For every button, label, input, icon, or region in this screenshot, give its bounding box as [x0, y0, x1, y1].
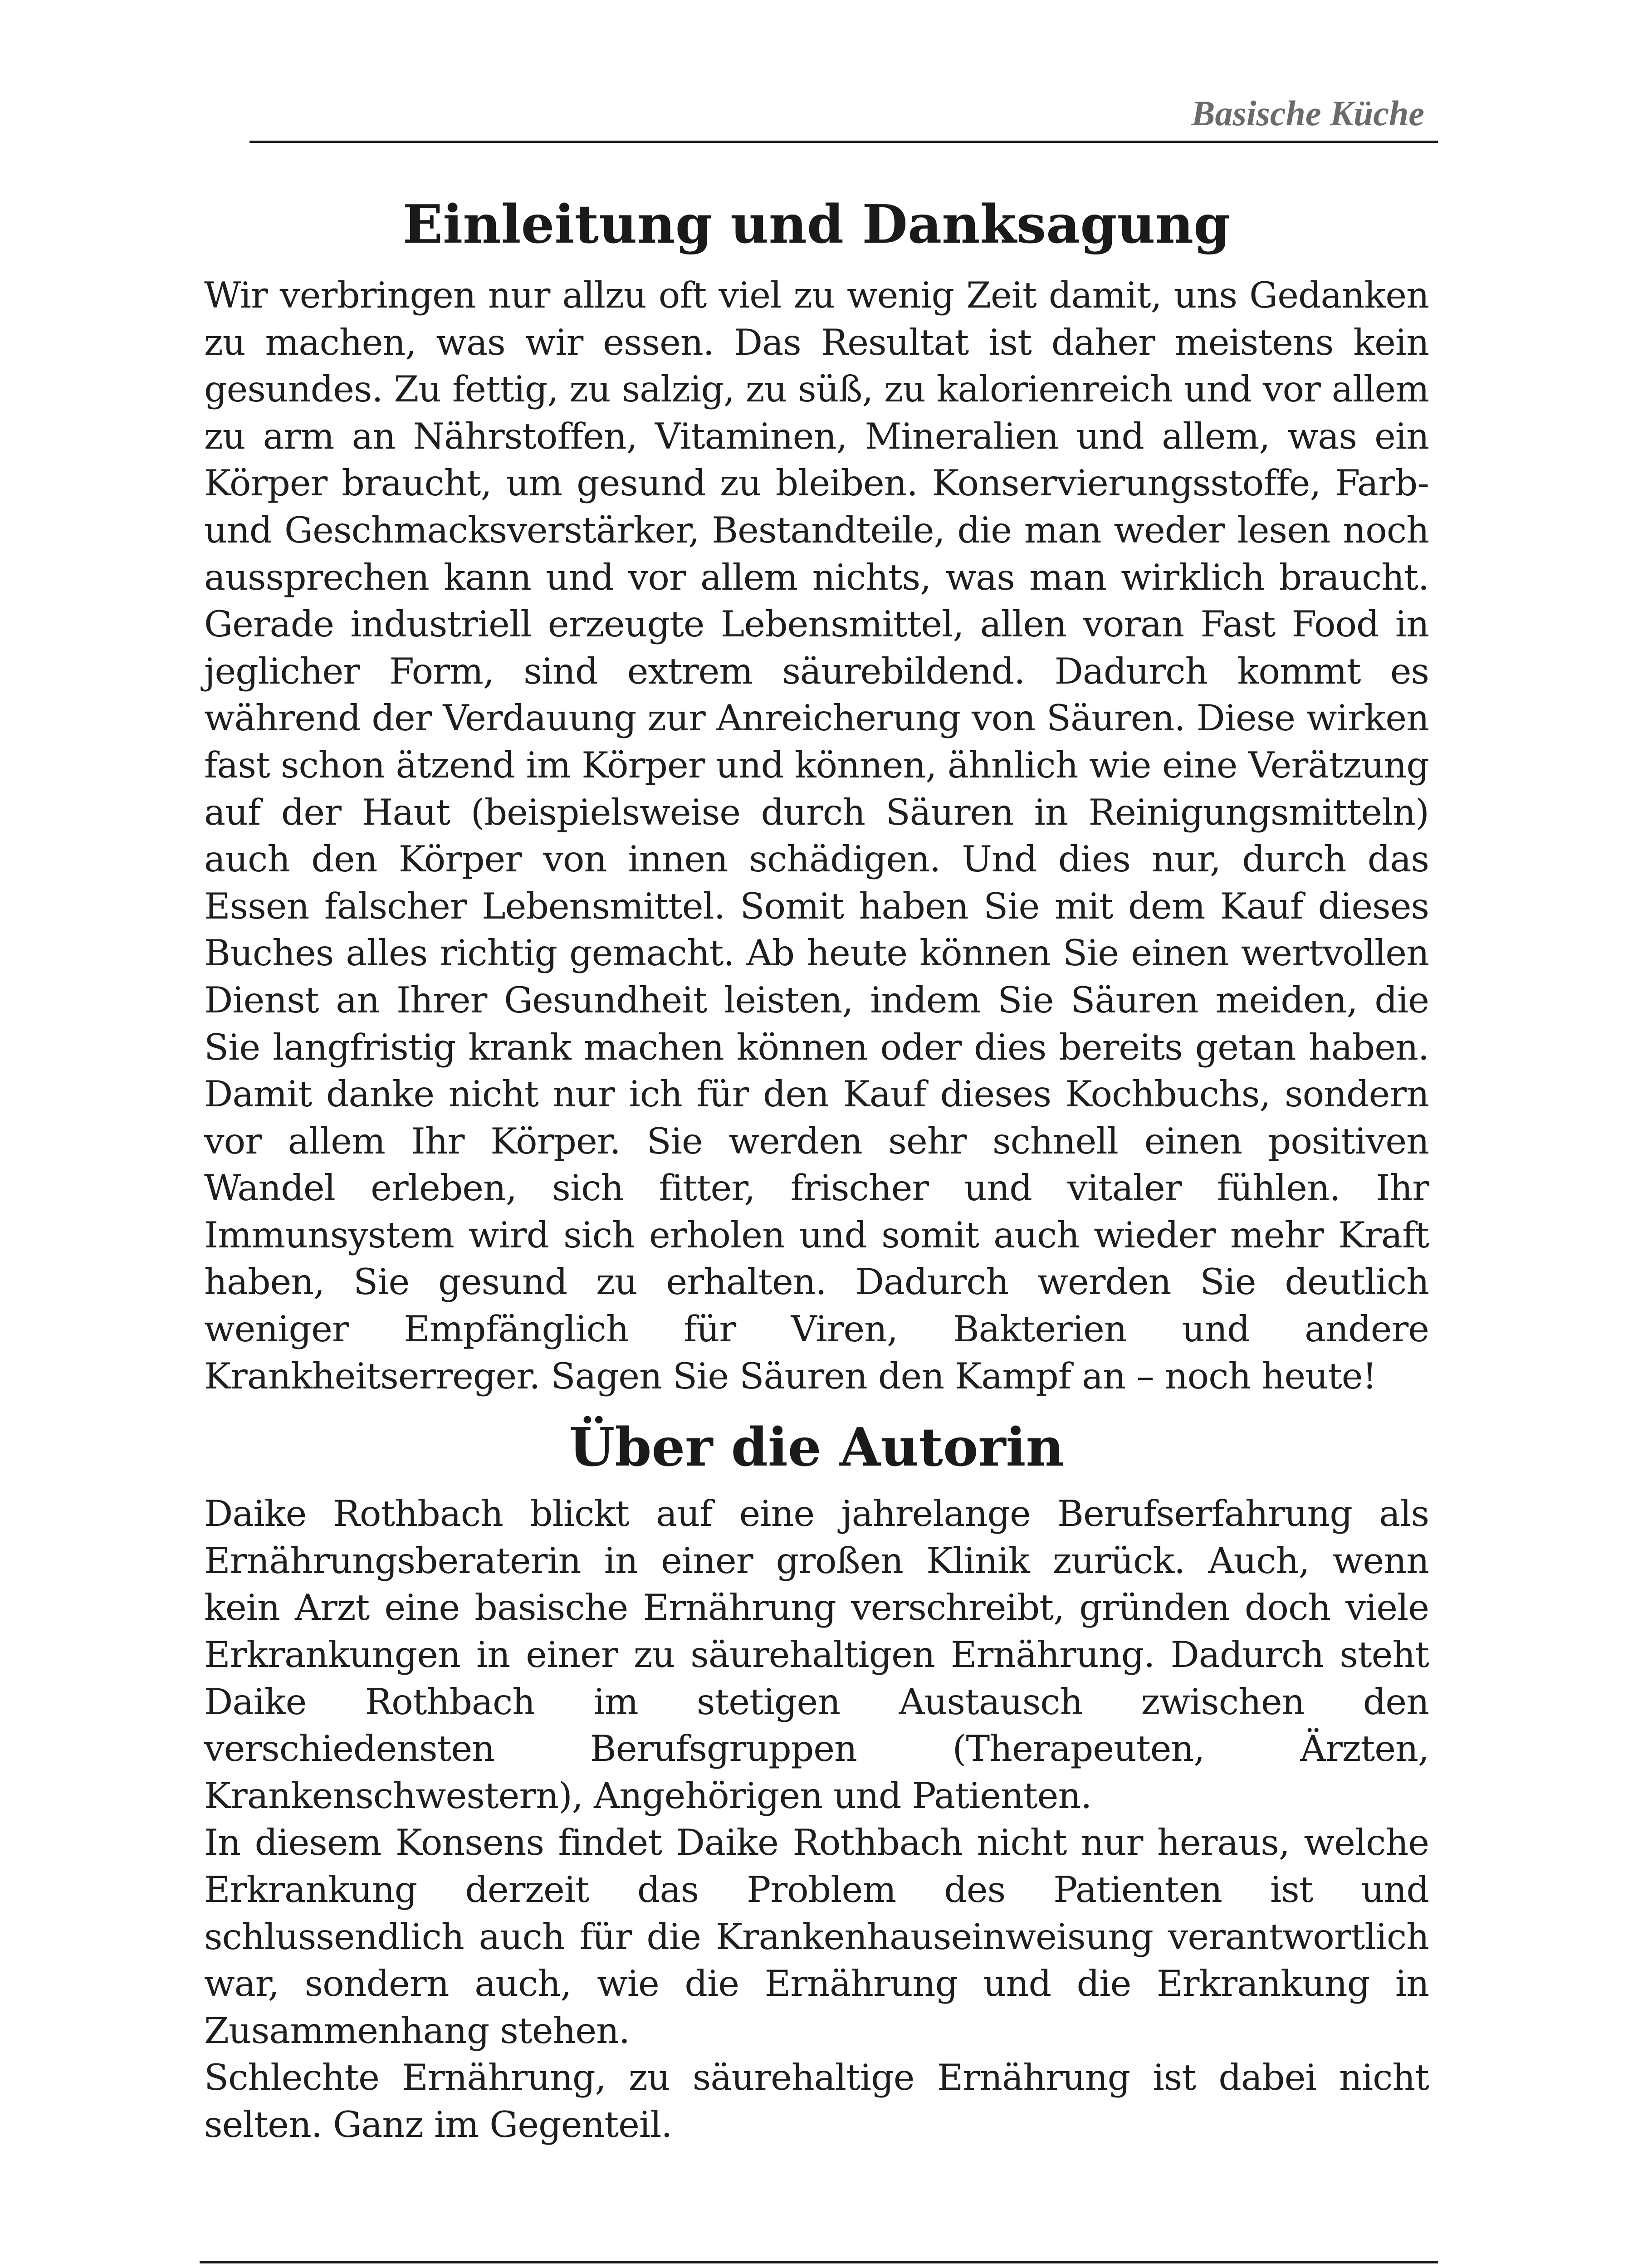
page-content — [204, 181, 1429, 2149]
author-paragraph-2: In diesem Konsens findet Daike Rothbach nicht nur heraus, welche Erkrankung derzeit das Problem des Patienten ist und schlussendlich auch für die Krankenhauseinweisung verantwortlich war, sondern auch, wie die Ernährung und die Erkrankung in Zusammenhang stehen. — [204, 1822, 1429, 2052]
author-paragraph-3: Schlechte Ernährung, zu säurehaltige Ernährung ist dabei nicht selten. Ganz im Gegenteil. — [204, 2057, 1429, 2146]
section-title-introduction: Einleitung und Danksagung — [402, 194, 1231, 255]
running-header: Basische Küche — [1191, 93, 1424, 133]
header-rule — [249, 141, 1438, 143]
introduction-paragraph: Wir verbringen nur allzu oft viel zu wenig Zeit damit, uns Gedanken zu machen, was wir essen. Das Resultat ist daher meistens kein gesundes. Zu fettig, zu salzig, zu süß, zu kalorienreich und vor allem zu arm an Nährstoffen, Vitaminen, Mineralien und allem, was ein Körper braucht, um gesund zu bleiben. Konservierungsstoffe, Farb- und Geschmacksverstärker, Bestandteile, die man weder lesen noch aussprechen kann und vor allem nichts, was man wirklich braucht. Gerade industriell erzeugte Lebensmittel, allen voran Fast Food in jeglicher Form, sind extrem säurebildend. Dadurch kommt es während der Verdauung zur Anreicherung von Säuren. Diese wirken fast schon ätzend im Körper und können, ähnlich wie eine Verätzung auf der Haut (beispielsweise durch Säuren in Reinigungsmitteln) auch den Körper von innen schädigen. Und dies nur, durch das Essen falscher Lebensmittel. Somit haben Sie mit dem Kauf dieses Buches alles richtig gemacht. Ab heute können Sie einen wertvollen Dienst an Ihrer Gesundheit leisten, indem Sie Säuren meiden, die Sie langfristig krank machen können oder dies bereits getan haben. Damit danke nicht nur ich für den Kauf dieses Kochbuchs, sondern vor allem Ihr Körper. Sie werden sehr schnell einen positiven Wandel erleben, sich fitter, frischer und vitaler fühlen. Ihr Immunsystem wird sich erholen und somit auch wieder mehr Kraft haben, Sie gesund zu erhalten. Dadurch werden Sie deutlich weniger Empfänglich für Viren, Bakterien und andere Krankheitserreger. Sagen Sie Säuren den Kampf an – noch heute! — [204, 274, 1429, 1397]
author-paragraph-1: Daike Rothbach blickt auf eine jahrelange Berufserfahrung als Ernährungsberaterin in einer großen Klinik zurück. Auch, wenn kein Arzt eine basische Ernährung verschreibt, gründen doch viele Erkrankungen in einer zu säurehaltigen Ernährung. Dadurch steht Daike Rothbach im stetigen Austausch zwischen den verschiedensten Berufsgruppen (Therapeuten, Ärzten, Krankenschwestern), Angehörigen und Patienten. — [204, 1493, 1429, 1817]
section-title-author: Über die Autorin — [569, 1417, 1064, 1479]
footer-rule — [200, 2261, 1438, 2263]
